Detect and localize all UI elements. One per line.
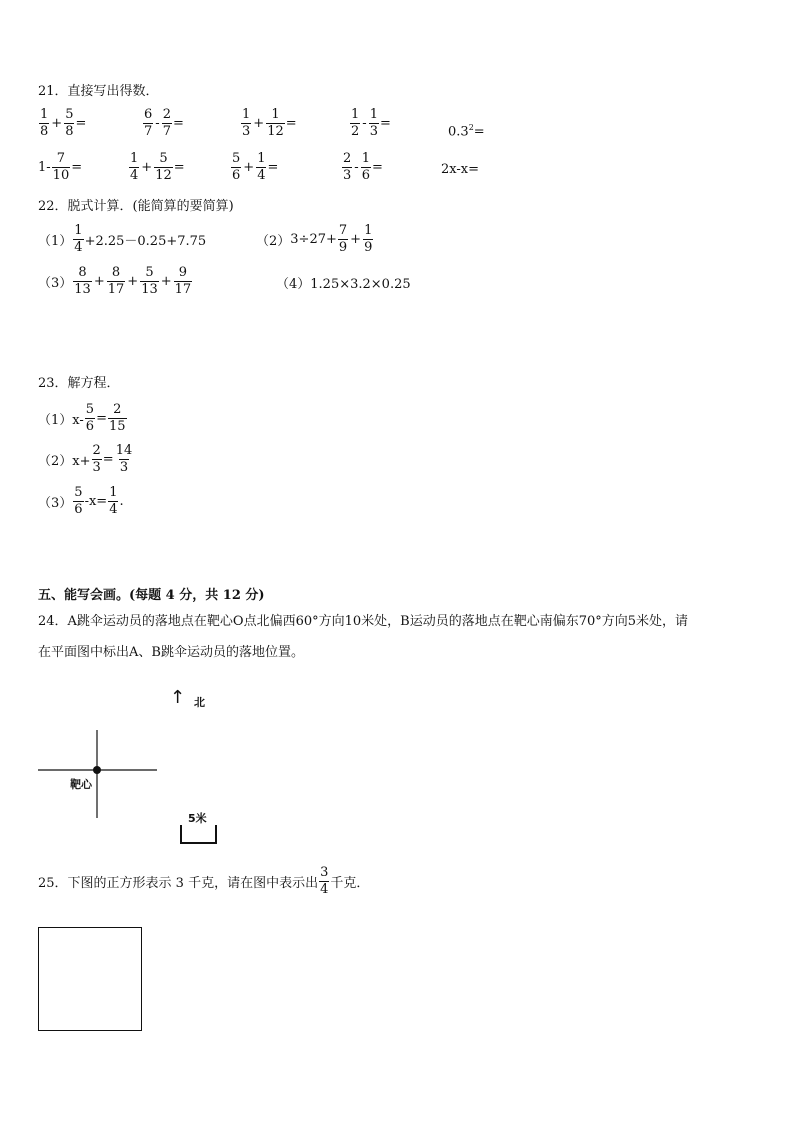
q21-r2-expr4: $\frac{2}{3}$ - $\frac{1}{6}$ = [343, 151, 383, 183]
q22-part3: （3） $\frac{8}{13}$ + $\frac{8}{17}$ + $\frac{5}{13}$ + $\frac{9}{17}$ [38, 265, 192, 297]
q22-part4: （4）1.25×3.2×0.25 [276, 277, 411, 292]
fraction: $\frac{1}{9}$ [364, 223, 373, 255]
fraction: $\frac{5}{12}$ [155, 151, 172, 183]
q22-part2: （2） 3÷27+ $\frac{7}{9}$ + $\frac{1}{9}$ [256, 223, 373, 255]
fraction: $\frac{5}{8}$ [65, 107, 74, 139]
q21-r1-expr2: $\frac{6}{7}$ - $\frac{2}{7}$ = [144, 107, 184, 139]
fraction: $\frac{2}{3}$ [92, 443, 101, 475]
north-label: 北 [194, 696, 205, 709]
north-arrow-icon: ↑ [170, 687, 186, 708]
fraction: $\frac{8}{13}$ [74, 265, 91, 297]
fraction: $\frac{5}{6}$ [232, 151, 241, 183]
fraction: $\frac{1}{2}$ [351, 107, 360, 139]
q21-r2-expr1: 1- $\frac{7}{10}$ = [38, 151, 83, 183]
fraction: $\frac{2}{7}$ [162, 107, 171, 139]
fraction: $\frac{1}{4}$ [109, 485, 118, 517]
q23-eq3: （3） $\frac{5}{6}$ -x= $\frac{1}{4}$ . [38, 485, 124, 517]
q21-title: 21．直接写出得数． [38, 84, 159, 99]
q24-line1: 24．A跳伞运动员的落地点在靶心O点北偏西60°方向10米处，B运动员的落地点在靶心南偏东70°方向5米处，请 [38, 614, 689, 629]
q23-eq2: （2）x+ $\frac{2}{3}$ = $\frac{14}{3}$ [38, 443, 133, 475]
fraction: $\frac{7}{9}$ [338, 223, 348, 255]
fraction: $\frac{5}{6}$ [85, 402, 95, 434]
fraction: $\frac{1}{4}$ [74, 223, 83, 255]
scale-label: 5米 [188, 812, 207, 825]
fraction: $\frac{3}{4}$ [320, 865, 329, 897]
fraction: $\frac{9}{17}$ [174, 265, 192, 297]
q21-r2-expr2: $\frac{1}{4}$ + $\frac{5}{12}$ = [130, 151, 185, 183]
fraction: $\frac{5}{13}$ [141, 265, 158, 297]
q22-title: 22．脱式计算．(能简算的要简算) [38, 199, 234, 214]
q21-r1-expr3: $\frac{1}{3}$ + $\frac{1}{12}$ = [242, 107, 297, 139]
q21-r1-expr1: $\frac{1}{8}$ + $\frac{5}{8}$ = [40, 107, 87, 139]
square-3kg [38, 927, 142, 1031]
q23-title: 23．解方程． [38, 376, 120, 391]
fraction: $\frac{5}{6}$ [74, 485, 83, 517]
target-center-label: 靶心 [70, 778, 92, 791]
fraction: $\frac{14}{3}$ [115, 443, 133, 475]
fraction: $\frac{8}{17}$ [107, 265, 125, 297]
fraction: $\frac{1}{3}$ [369, 107, 378, 139]
fraction: $\frac{1}{12}$ [267, 107, 284, 139]
fraction: $\frac{1}{3}$ [242, 107, 251, 139]
fraction: $\frac{2}{15}$ [108, 402, 126, 434]
fraction: $\frac{6}{7}$ [144, 107, 153, 139]
q21-r1-expr4: $\frac{1}{2}$ - $\frac{1}{3}$ = [351, 107, 391, 139]
q21-r2-expr5: 2x-x= [441, 162, 479, 177]
fraction: $\frac{2}{3}$ [343, 151, 352, 183]
fraction: $\frac{1}{4}$ [257, 151, 266, 183]
target-center-dot [93, 766, 101, 774]
q21-r2-expr3: $\frac{5}{6}$ + $\frac{1}{4}$ = [232, 151, 279, 183]
q24-line2: 在平面图中标出A、B跳伞运动员的落地位置。 [38, 645, 304, 660]
scale-bar [181, 825, 216, 843]
fraction: $\frac{1}{6}$ [361, 151, 370, 183]
q23-eq1: （1）x- $\frac{5}{6}$ = $\frac{2}{15}$ [38, 402, 126, 434]
q22-part1: （1） $\frac{1}{4}$ +2.25－0.25+7.75 [38, 223, 207, 255]
section5-title: 五、能写会画。(每题 4 分，共 12 分) [38, 588, 265, 603]
fraction: $\frac{7}{10}$ [52, 151, 70, 183]
fraction: $\frac{1}{4}$ [130, 151, 139, 183]
q25-question: 25．下图的正方形表示 3 千克，请在图中表示出 $\frac{3}{4}$ 千克． [38, 865, 370, 897]
q21-r1-expr5: $0.3^2=$ [448, 123, 485, 140]
fraction: $\frac{1}{8}$ [40, 107, 49, 139]
